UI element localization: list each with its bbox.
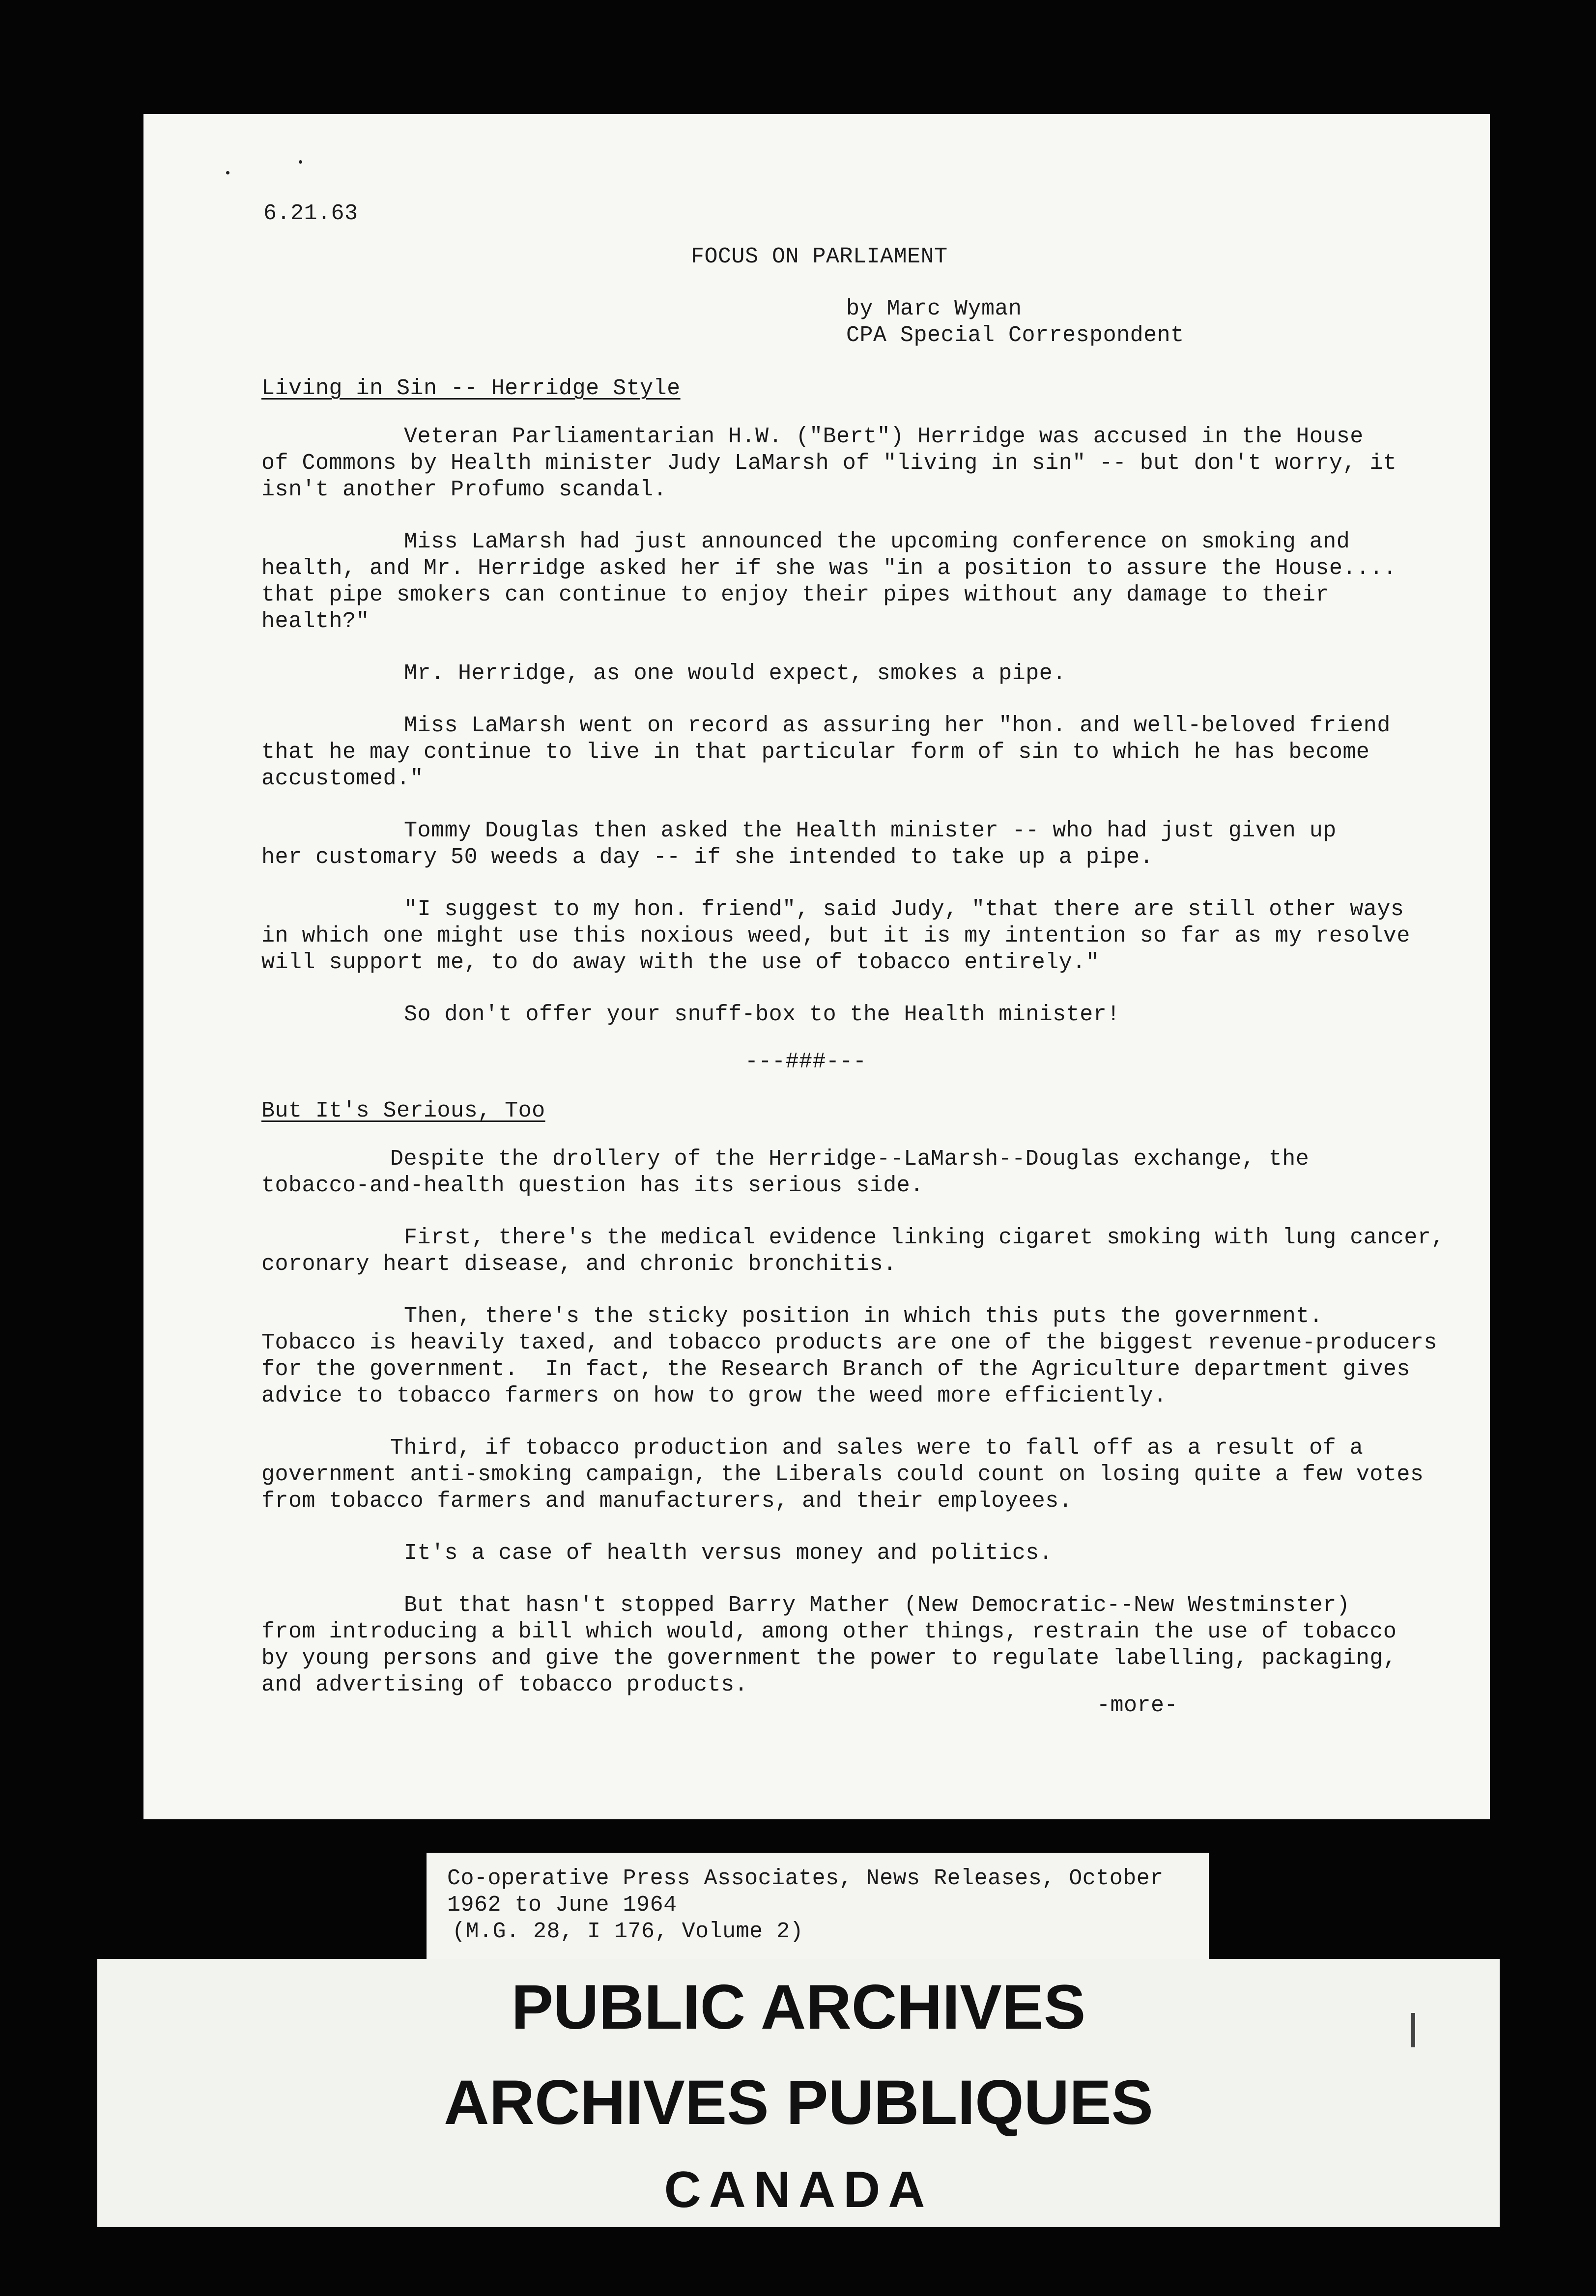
- page-title: FOCUS ON PARLIAMENT: [691, 244, 948, 269]
- paragraph-line: health?": [261, 609, 370, 634]
- paragraph-line: isn't another Profumo scandal.: [261, 477, 667, 502]
- paragraph-line: coronary heart disease, and chronic bronchitis.: [261, 1252, 897, 1277]
- paragraph-line: and advertising of tobacco products.: [261, 1672, 748, 1697]
- paragraph-line: for the government. In fact, the Research Branch of the Agriculture department gives: [261, 1357, 1410, 1382]
- paragraph-line: from introducing a bill which would, among other things, restrain the use of tobacco: [261, 1619, 1397, 1644]
- document-page: [143, 114, 1490, 1819]
- section-heading: Living in Sin -- Herridge Style: [261, 376, 681, 401]
- paragraph-line: tobacco-and-health question has its serious side.: [261, 1173, 924, 1198]
- paragraph-line: accustomed.": [261, 766, 424, 791]
- paragraph-line: will support me, to do away with the use of tobacco entirely.": [261, 950, 1100, 975]
- paragraph-line: advice to tobacco farmers on how to grow the weed more efficiently.: [261, 1383, 1167, 1408]
- correspondent: CPA Special Correspondent: [846, 323, 1184, 348]
- paragraph-line: that he may continue to live in that particular form of sin to which he has become: [261, 740, 1370, 765]
- archives-stamp: [97, 1959, 1500, 2227]
- paragraph-line: Third, if tobacco production and sales were to fall off as a result of a: [390, 1435, 1364, 1461]
- paragraph-line: her customary 50 weeds a day -- if she intended to take up a pipe.: [261, 845, 1154, 870]
- paragraph-line: Mr. Herridge, as one would expect, smokes a pipe.: [404, 661, 1066, 686]
- paragraph-line: Then, there's the sticky position in which this puts the government.: [404, 1304, 1323, 1329]
- paragraph-line: First, there's the medical evidence linking cigaret smoking with lung cancer,: [404, 1225, 1445, 1250]
- paragraph-line: Despite the drollery of the Herridge--LaMarsh--Douglas exchange, the: [390, 1147, 1310, 1172]
- paragraph-line: Veteran Parliamentarian H.W. ("Bert") Herridge was accused in the House: [404, 424, 1364, 449]
- continued-marker: -more-: [1097, 1693, 1178, 1718]
- archive-reference-line: (M.G. 28, I 176, Volume 2): [452, 1919, 804, 1944]
- paragraph-line: of Commons by Health minister Judy LaMarsh of "living in sin" -- but don't worry, it: [261, 451, 1397, 476]
- section-heading: But It's Serious, Too: [261, 1098, 545, 1123]
- archive-reference-line: 1962 to June 1964: [447, 1893, 677, 1918]
- paragraph-line: by young persons and give the government the power to regulate labelling, packaging,: [261, 1646, 1397, 1671]
- paragraph-line: Tobacco is heavily taxed, and tobacco products are one of the biggest revenue-producers: [261, 1330, 1437, 1355]
- stamp-line-english: PUBLIC ARCHIVES: [511, 1972, 1086, 2042]
- section-separator: ---###---: [745, 1049, 867, 1074]
- paragraph-line: It's a case of health versus money and politics.: [404, 1541, 1053, 1566]
- archive-reference-label: [427, 1853, 1209, 1959]
- paragraph-line: Tommy Douglas then asked the Health minister -- who had just given up: [404, 818, 1337, 843]
- paragraph-line: Miss LaMarsh went on record as assuring her "hon. and well-beloved friend: [404, 713, 1391, 738]
- paragraph-line: that pipe smokers can continue to enjoy their pipes without any damage to their: [261, 582, 1329, 607]
- stamp-line-country: CANADA: [664, 2161, 933, 2218]
- paragraph-line: from tobacco farmers and manufacturers, and their employees.: [261, 1489, 1073, 1514]
- punch-dot: [299, 160, 302, 164]
- paragraph-line: in which one might use this noxious weed, but it is my intention so far as my resolve: [261, 923, 1410, 948]
- document-date: 6.21.63: [263, 201, 358, 226]
- paragraph-line: health, and Mr. Herridge asked her if she was "in a position to assure the House....: [261, 556, 1397, 581]
- paragraph-line: So don't offer your snuff-box to the Health minister!: [404, 1002, 1120, 1027]
- film-mark: [1411, 2013, 1415, 2047]
- stamp-line-french: ARCHIVES PUBLIQUES: [444, 2067, 1153, 2138]
- paragraph-line: "I suggest to my hon. friend", said Judy, "that there are still other ways: [404, 897, 1404, 922]
- punch-dot: [226, 171, 229, 174]
- byline: by Marc Wyman: [846, 296, 1022, 321]
- paragraph-line: But that hasn't stopped Barry Mather (New Democratic--New Westminster): [404, 1593, 1350, 1618]
- paragraph-line: Miss LaMarsh had just announced the upcoming conference on smoking and: [404, 529, 1350, 554]
- archive-reference-line: Co-operative Press Associates, News Releases, October: [447, 1866, 1164, 1891]
- paragraph-line: government anti-smoking campaign, the Liberals could count on losing quite a few votes: [261, 1462, 1424, 1487]
